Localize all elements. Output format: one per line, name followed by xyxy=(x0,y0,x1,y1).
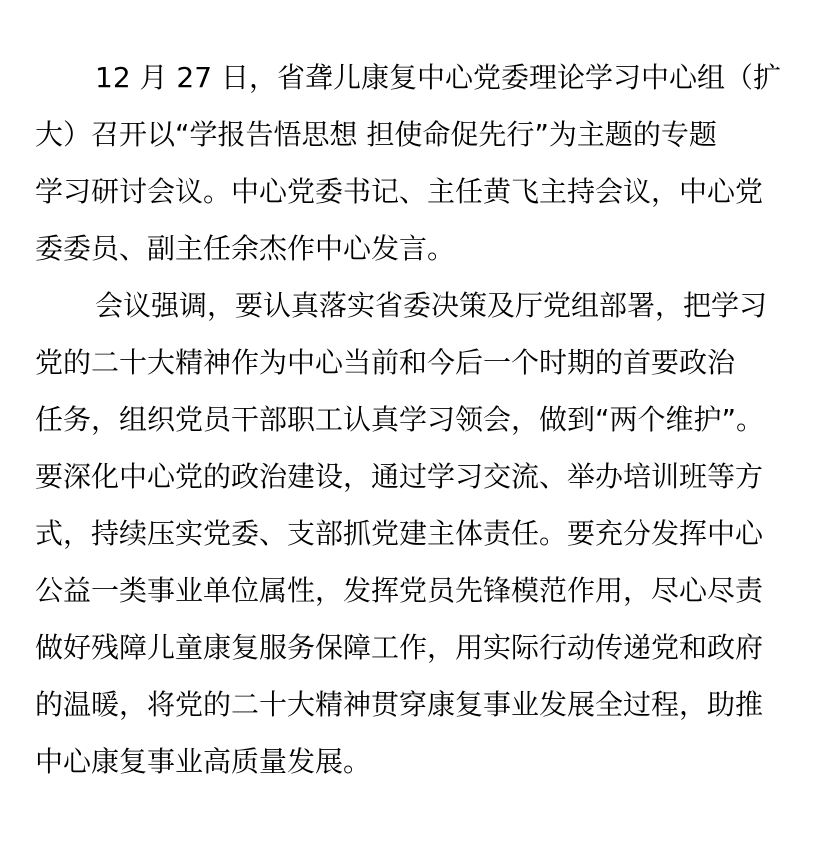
paragraph-line: 会议强调，要认真落实省委决策及厅党组部署，把学习 xyxy=(95,289,768,322)
paragraph-line: 12 月 27 日，省聋儿康复中心党委理论学习中心组（扩 xyxy=(95,61,781,94)
paragraph-line: 大）召开以“学报告悟思想 担使命促先行”为主题的专题 xyxy=(35,118,717,151)
paragraph-line: 学习研讨会议。中心党委书记、主任黄飞主持会议，中心党 xyxy=(35,175,764,208)
paragraph-line: 式，持续压实党委、支部抓党建主体责任。要充分发挥中心 xyxy=(35,517,764,550)
paragraph-line: 的温暖，将党的二十大精神贯穿康复事业发展全过程，助推 xyxy=(35,688,764,721)
paragraph-line: 任务，组织党员干部职工认真学习领会，做到“两个维护”。 xyxy=(35,403,765,436)
paragraph-line: 公益一类事业单位属性，发挥党员先锋模范作用，尽心尽责 xyxy=(35,574,764,607)
paragraph-line: 做好残障儿童康复服务保障工作，用实际行动传递党和政府 xyxy=(35,631,764,664)
paragraph-line: 党的二十大精神作为中心当前和今后一个时期的首要政治 xyxy=(35,346,736,379)
paragraph-line: 要深化中心党的政治建设，通过学习交流、举办培训班等方 xyxy=(35,460,764,493)
paragraph-line: 委委员、副主任余杰作中心发言。 xyxy=(35,232,456,265)
paragraph-line: 中心康复事业高质量发展。 xyxy=(35,745,372,778)
